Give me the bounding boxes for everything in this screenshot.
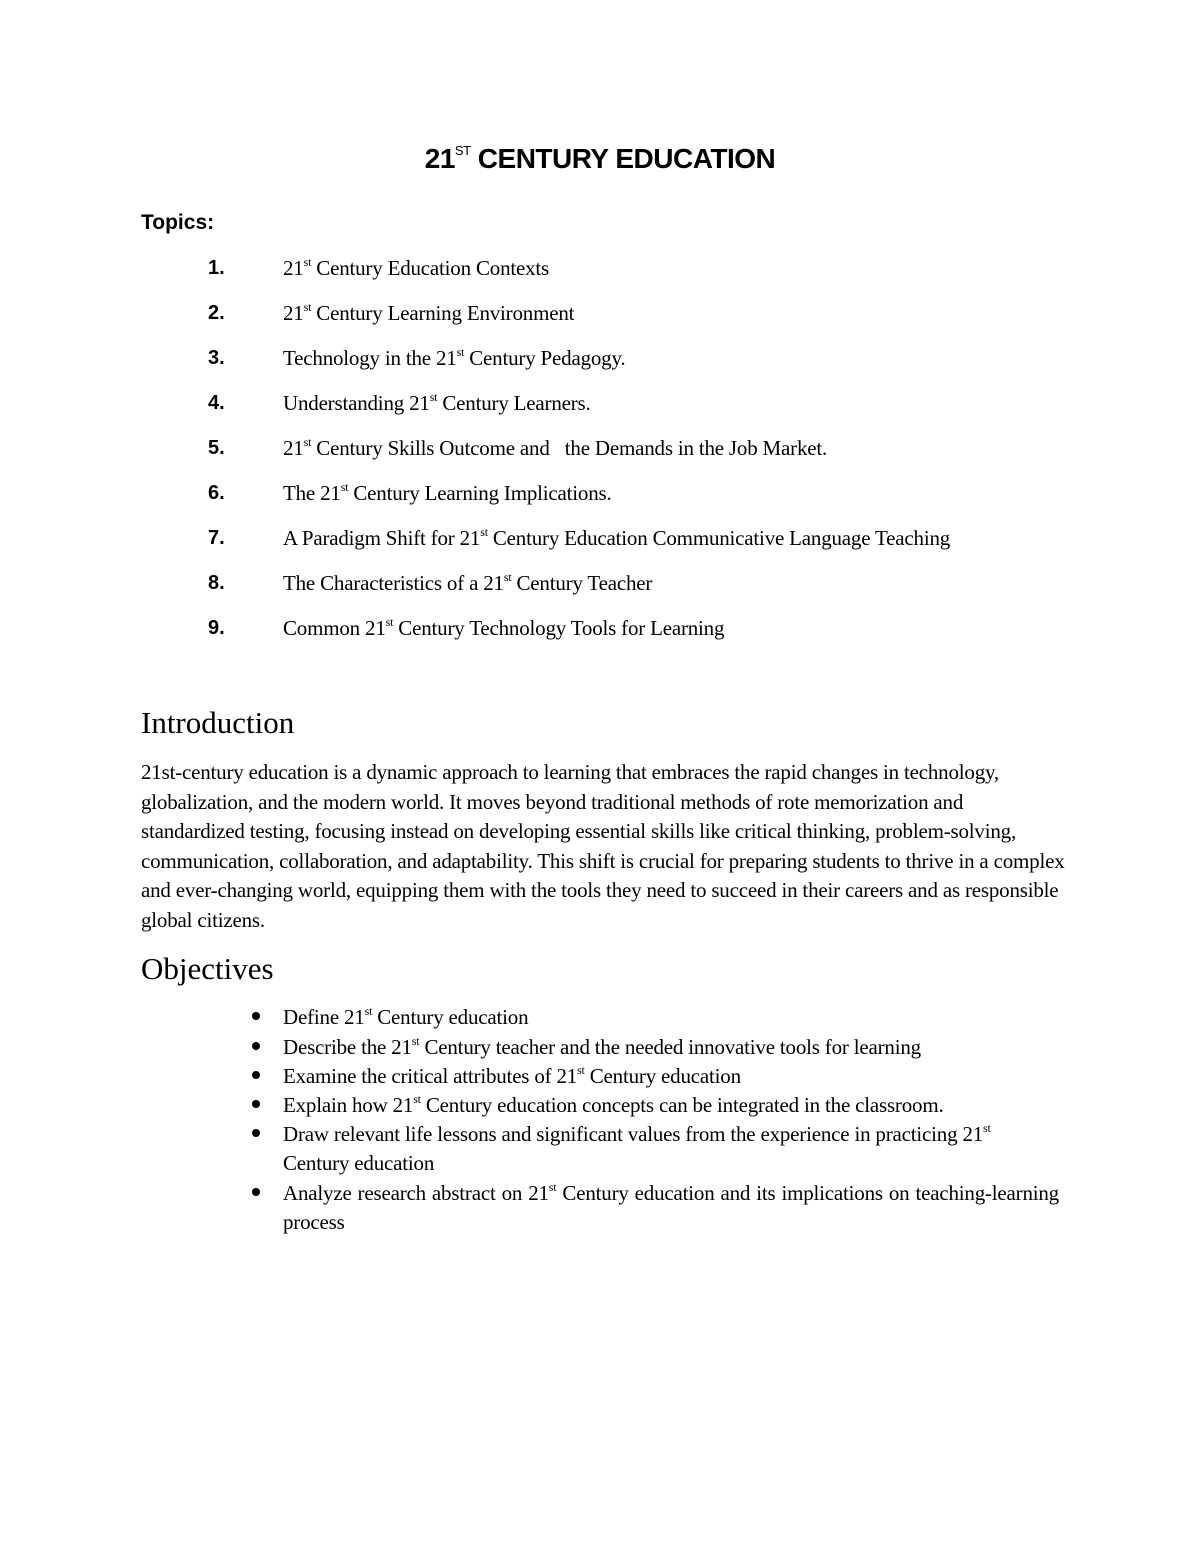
title-ordinal-suffix: ST (454, 143, 471, 158)
topic-text (283, 616, 724, 641)
objective-text-pre: Examine the critical attributes of 21 (283, 1064, 578, 1088)
objective-text (283, 1033, 1059, 1062)
topic-text-pre: The Characteristics of a 21 (283, 571, 504, 595)
ordinal-suffix: st (413, 1092, 421, 1106)
ordinal-suffix: st (548, 1180, 557, 1194)
topic-number: 2. (208, 302, 225, 324)
objective-text-pre: Draw relevant life lessons and significant values from the experience in practicing 21 (283, 1122, 984, 1146)
objective-text-post: Century education concepts can be integrated in the classroom. (420, 1093, 944, 1117)
objective-text-post: Century education and its implications on teaching-learning process (283, 1181, 1059, 1234)
topic-item (0, 569, 1200, 603)
ordinal-suffix: st (303, 435, 312, 449)
topic-text (283, 346, 625, 371)
topic-item (0, 479, 1200, 513)
topic-text-pre: 21 (283, 256, 304, 280)
document-title (0, 143, 1200, 175)
ordinal-suffix: st (503, 570, 512, 584)
title-rest: CENTURY EDUCATION (470, 143, 776, 174)
topic-item (0, 614, 1200, 648)
ordinal-suffix: st (411, 1034, 420, 1048)
objective-text-post: Century teacher and the needed innovative tools for learning (419, 1035, 921, 1059)
topic-text-post: Century Learning Implications. (348, 481, 612, 505)
ordinal-suffix: st (340, 480, 349, 494)
topic-text (283, 436, 827, 461)
topic-number: 6. (208, 482, 225, 504)
topic-item (0, 434, 1200, 468)
ordinal-suffix: st (480, 525, 488, 539)
objective-text-pre: Define 21 (283, 1005, 365, 1029)
topic-text-post: Century Education Communicative Language Teaching (487, 526, 951, 550)
objective-text-pre: Explain how 21 (283, 1093, 414, 1117)
topic-text-post: Century Pedagogy. (464, 346, 626, 370)
ordinal-suffix: st (303, 300, 312, 314)
objective-text (283, 1091, 1059, 1120)
objective-text (283, 1003, 1059, 1032)
topic-text-pre: 21 (283, 301, 304, 325)
introduction-heading: Introduction (141, 705, 295, 740)
ordinal-suffix: st (385, 615, 394, 629)
topic-text (283, 571, 652, 596)
bullet-icon (252, 1071, 260, 1079)
topic-text-pre: 21 (283, 436, 304, 460)
ordinal-suffix: st (983, 1121, 991, 1135)
topic-item (0, 299, 1200, 333)
topic-item (0, 254, 1200, 288)
topic-text-pre: Technology in the 21 (283, 346, 457, 370)
topic-number: 1. (208, 257, 225, 279)
objective-text (283, 1120, 1059, 1178)
topics-label: Topics: (141, 211, 215, 234)
bullet-icon (252, 1012, 260, 1020)
topic-number: 8. (208, 572, 225, 594)
ordinal-suffix: st (429, 390, 438, 404)
topic-item (0, 524, 1200, 558)
topic-number: 4. (208, 392, 225, 414)
topic-text-post: Century Learners. (437, 391, 591, 415)
topic-text-pre: The 21 (283, 481, 341, 505)
bullet-icon (252, 1129, 260, 1137)
topic-text (283, 301, 574, 326)
topic-text-pre: Common 21 (283, 616, 386, 640)
ordinal-suffix: st (364, 1004, 373, 1018)
bullet-icon (252, 1188, 260, 1196)
topic-number: 3. (208, 347, 225, 369)
topic-text (283, 481, 612, 506)
objective-text-post: Century education (584, 1064, 741, 1088)
topic-text (283, 526, 950, 551)
topic-text-post: Century Technology Tools for Learning (393, 616, 725, 640)
objectives-heading: Objectives (141, 951, 274, 986)
topic-text-pre: A Paradigm Shift for 21 (283, 526, 481, 550)
objective-text-post: Century education (372, 1005, 529, 1029)
bullet-icon (252, 1100, 260, 1108)
topic-text-post: Century Learning Environment (311, 301, 575, 325)
topic-text-pre: Understanding 21 (283, 391, 430, 415)
topic-item (0, 389, 1200, 423)
ordinal-suffix: st (577, 1063, 585, 1077)
topic-text-post: Century Skills Outcome and the Demands in the Job Market. (311, 436, 828, 460)
objective-text-post: Century education (283, 1151, 435, 1175)
objective-text (283, 1179, 1059, 1237)
topic-number: 7. (208, 527, 225, 549)
objective-text-pre: Analyze research abstract on 21 (283, 1181, 549, 1205)
title-number: 21 (424, 143, 455, 174)
topic-number: 9. (208, 617, 225, 639)
topic-number: 5. (208, 437, 225, 459)
topic-text-post: Century Teacher (511, 571, 653, 595)
objective-text (283, 1062, 1059, 1091)
ordinal-suffix: st (303, 255, 312, 269)
topic-text-post: Century Education Contexts (311, 256, 550, 280)
topic-text (283, 391, 591, 416)
introduction-paragraph: 21st-century education is a dynamic approach to learning that embraces the rapid changes in technology, globalization, and the modern world. It moves beyond traditional methods of rote memorization and standardized testing, focusing instead on developing essential skills like critical thinking, problem-solving, communication, collaboration, and adaptability. This shift is crucial for preparing students to thrive in a complex and ever-changing world, equipping them with the tools they need to succeed in their careers and as responsible global citizens. (141, 760, 1065, 932)
topic-text (283, 256, 549, 281)
topic-item (0, 344, 1200, 378)
bullet-icon (252, 1042, 260, 1050)
ordinal-suffix: st (456, 345, 465, 359)
objective-text-pre: Describe the 21 (283, 1035, 412, 1059)
